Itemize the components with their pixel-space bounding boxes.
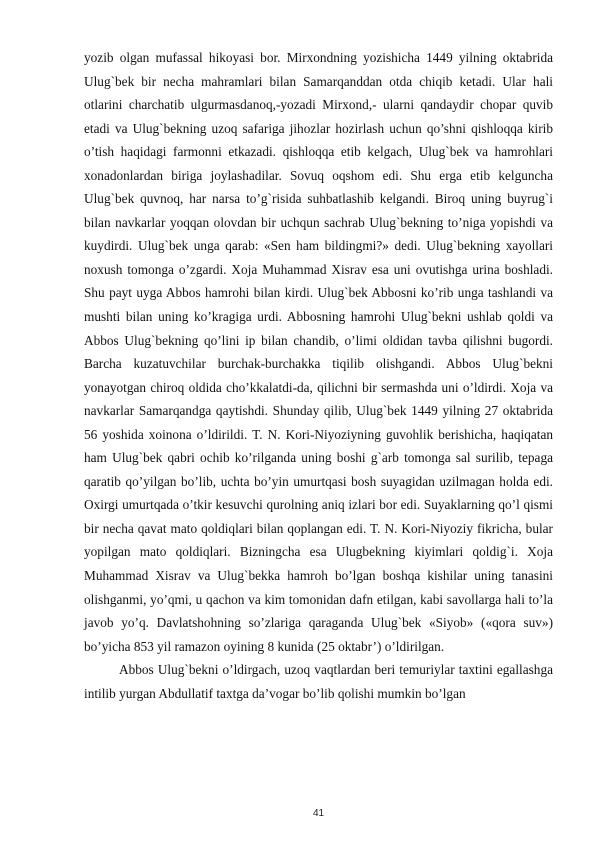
document-body	[84, 46, 553, 705]
page-number: 41	[312, 808, 325, 819]
document-page	[84, 0, 553, 842]
paragraph-1: yozib olgan mufassal hikoyasi bor. Mirxondning yozishicha 1449 yilning oktabrida Ulug`bek bir necha mahramlari bilan Samarqanddan otda chiqib ketadi. Ular hali otlarini charchatib ulgurmasdanoq,-yozadi Mirxond,- ularni qandaydir chopar quvib etadi va Ulug`bekning uzoq safariga jihozlar hozirlash uchun qo’shni qishloqqa kirib o’tish haqidagi farmonni etkazadi. qishloqqa etib kelgach, Ulug`bek va hamrohlari xonadonlardan biriga joylashadilar. Sovuq oqshom edi. Shu erga etib kelguncha Ulug`bek quvnoq, har narsa to’g`risida suhbatlashib kelgandi. Biroq uning buyrug`i bilan navkarlar yoqqan olovdan bir uchqun sachrab Ulug`bekning to’niga yopishdi va kuydirdi. Ulug`bek unga qarab: «Sen ham bildingmi?» dedi. Ulug`bekning xayollari noxush tomonga o’zgardi. Xoja Muhammad Xisrav esa uni ovutishga urina boshladi. Shu payt uyga Abbos hamrohi bilan kirdi. Ulug`bek Abbosni ko’rib unga tashlandi va mushti bilan uning ko’kragiga urdi. Abbosning hamrohi Ulug`bekni ushlab qoldi va Abbos Ulug`bekning qo’lini ip bilan chandib, o’limi oldidan tavba qilishni bugordi. Barcha kuzatuvchilar burchak-burchakka tiqilib olishgandi. Abbos Ulug`bekni yonayotgan chiroq oldida cho’kkalatdi-da, qilichni bir sermashda uni o’ldirdi. Xoja va navkarlar Samarqandga qaytishdi. Shunday qilib, Ulug`bek 1449 yilning 27 oktabrida 56 yoshida xoinona o’ldirildi. T. N. Kori-Niyoziyning guvohlik berishicha, haqiqatan ham Ulug`bek qabri ochib ko’rilganda uning boshi g`arb tomonga sal surilib, tepaga qaratib qo’yilgan bo’lib, uchta bo’yin umurtqasi bosh suyagidan uzilmagan holda edi. Oxirgi umurtqada o’tkir kesuvchi qurolning aniq izlari bor edi. Suyaklarning qo’l qismi bir necha qavat mato qoldiqlari bilan qoplangan edi. T. N. Kori-Niyoziy fikricha, bular yopilgan mato qoldiqlari. Bizningcha esa Ulugbekning kiyimlari qoldig`i. Xoja Muhammad Xisrav va Ulug`bekka hamroh bo’lgan boshqa kishilar uning tanasini olishganmi, yo’qmi, u qachon va kim tomonidan dafn etilgan, kabi savollarga hali to’la javob yo’q. Davlatshohning so’zlariga qaraganda Ulug`bek «Siyob» («qora suv») bo’yicha 853 yil ramazon oyining 8 kunida (25 oktabr’) o’ldirilgan.	[84, 50, 553, 654]
paragraph-2: Abbos Ulug`bekni o’ldirgach, uzoq vaqtlardan beri temuriylar taxtini egallashga intilib yurgan Abdullatif taxtga da’vogar bo’lib qolishi mumkin bo’lgan	[84, 662, 553, 701]
